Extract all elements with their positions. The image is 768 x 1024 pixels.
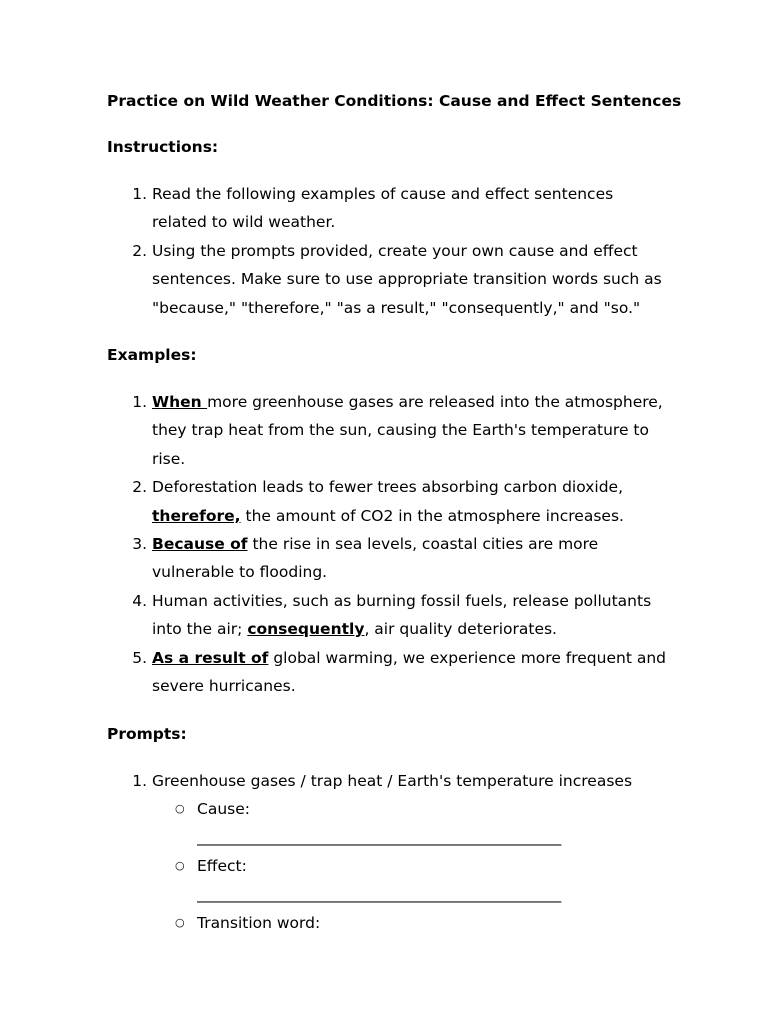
example-item — [152, 473, 667, 530]
example-item — [152, 388, 667, 473]
prompt-item — [152, 767, 667, 937]
cause-field — [175, 795, 667, 852]
answer-line[interactable]: _______________________________________________ — [197, 828, 562, 847]
effect-field — [175, 852, 667, 909]
field-label: Cause: — [197, 799, 250, 818]
circle-bullet-icon: ○ — [175, 915, 185, 929]
transition-keyword: consequently — [247, 620, 365, 639]
example-item — [152, 530, 667, 587]
prompt-text: Greenhouse gases / trap heat / Earth's temperature increases — [152, 771, 633, 790]
example-text: Deforestation leads to fewer trees absorbing carbon dioxide, — [152, 478, 624, 497]
example-item — [152, 644, 667, 701]
example-text: the amount of CO2 in the atmosphere increases. — [240, 506, 624, 525]
circle-bullet-icon: ○ — [175, 858, 185, 872]
example-text: , air quality deteriorates. — [364, 620, 557, 639]
example-text: global warming, we experience more frequent and severe hurricanes. — [152, 648, 666, 696]
circle-bullet-icon: ○ — [175, 801, 185, 815]
instructions-list — [107, 180, 667, 322]
transition-keyword: Because of — [152, 535, 248, 554]
prompts-list — [107, 767, 667, 937]
document-content — [107, 88, 682, 937]
field-label: Effect: — [197, 856, 247, 875]
field-label: Transition word: — [197, 913, 321, 932]
example-text: more greenhouse gases are released into the atmosphere, they trap heat from the sun, causing the Earth's temperature to rise. — [152, 393, 663, 468]
prompts-heading: Prompts: — [107, 724, 187, 743]
example-text: the rise in sea levels, coastal cities are more vulnerable to flooding. — [152, 535, 599, 582]
answer-line[interactable]: _______________________________________________ — [197, 885, 562, 904]
examples-heading: Examples: — [107, 346, 197, 365]
instructions-heading: Instructions: — [107, 138, 219, 156]
example-item — [152, 587, 667, 644]
transition-keyword: When — [152, 393, 208, 412]
examples-list — [107, 388, 667, 700]
transition-word-field — [175, 909, 667, 937]
prompt-fields — [152, 795, 667, 937]
transition-keyword: As a result of — [152, 648, 269, 667]
transition-keyword: therefore, — [152, 506, 241, 525]
instruction-item: 1. Read the following examples of cause and effect sentences related to wild weather. — [152, 180, 667, 237]
instruction-item: 2. Using the prompts provided, create your own cause and effect sentences. Make sure to use appropriate transition words such as "because," "therefore," "as a result," "consequently," and "so." — [152, 237, 667, 322]
example-text: Human activities, such as burning fossil fuels, release pollutants into the air; — [152, 591, 652, 639]
document-title: Practice on Wild Weather Conditions: Cause and Effect Sentences — [107, 92, 682, 110]
